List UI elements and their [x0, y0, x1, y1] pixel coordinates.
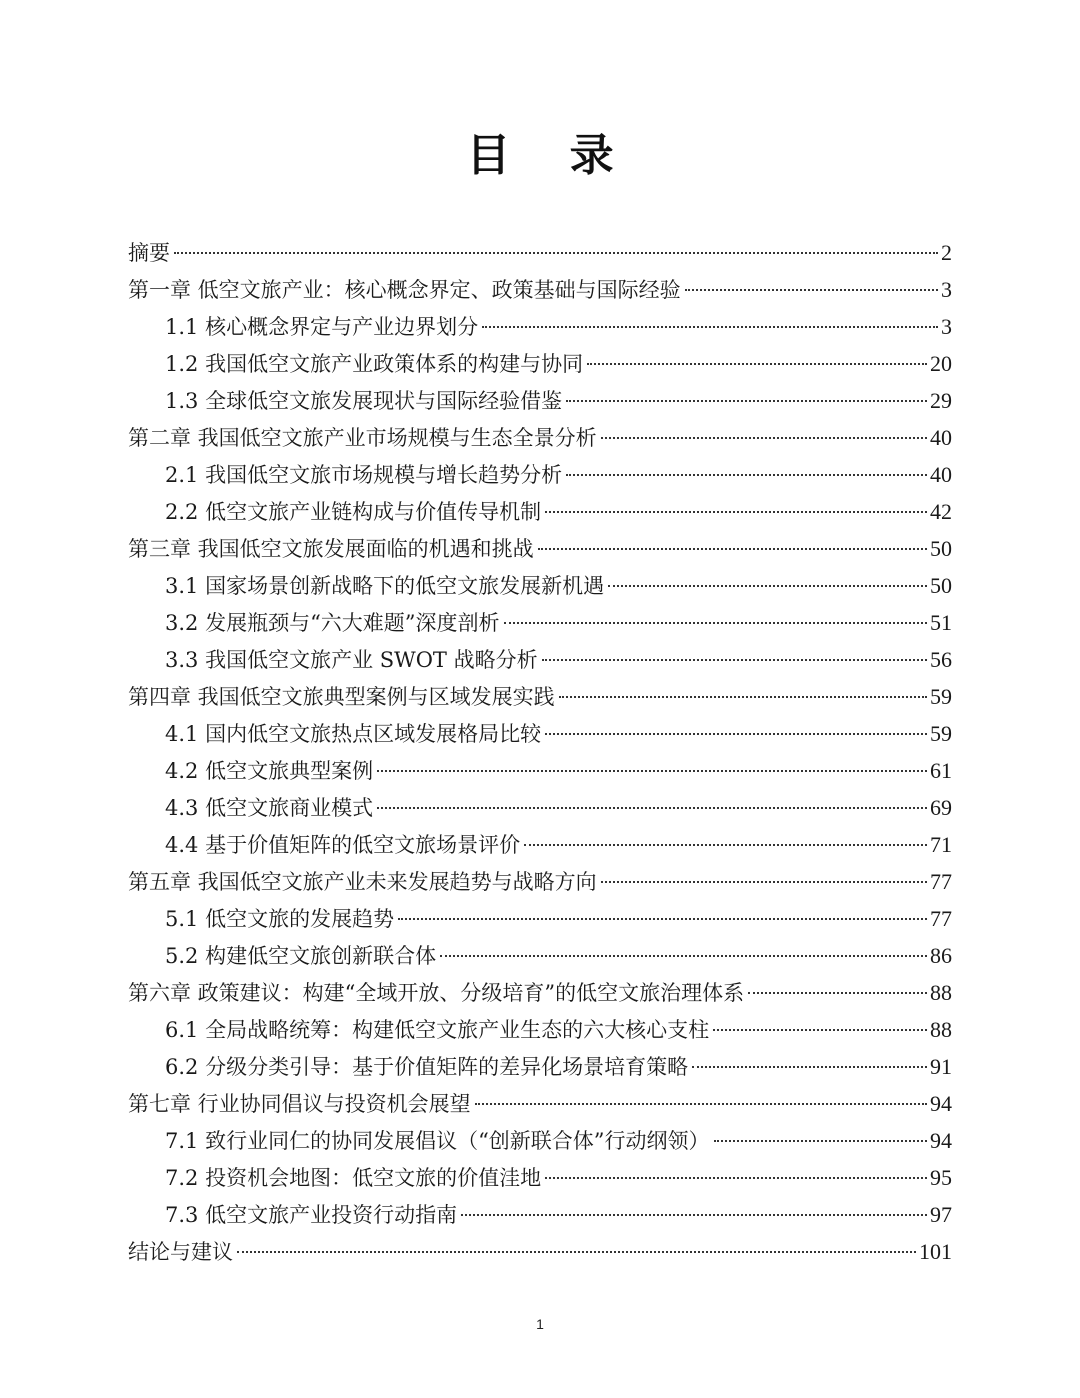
toc-entry-title: 2.1 我国低空文旅市场规模与增长趋势分析: [165, 463, 563, 487]
toc-entry-page: 50: [930, 536, 952, 561]
toc-entry-page: 56: [930, 647, 952, 672]
toc-entry-page: 71: [930, 832, 952, 857]
toc-section-entry[interactable]: [128, 715, 952, 752]
dot-leader: [748, 992, 927, 994]
toc-section-entry[interactable]: [128, 826, 952, 863]
toc-section-entry[interactable]: [128, 1122, 952, 1159]
dot-leader: [692, 1066, 927, 1068]
toc-entry-title: 3.1 国家场景创新战略下的低空文旅发展新机遇: [165, 574, 605, 598]
toc-entry-page: 50: [930, 573, 952, 598]
toc-entry-title: 1.3 全球低空文旅发展现状与国际经验借鉴: [165, 389, 563, 413]
dot-leader: [237, 1251, 916, 1253]
dot-leader: [566, 400, 927, 402]
dot-leader: [524, 844, 927, 846]
dot-leader: [566, 474, 927, 476]
toc-entry-title: 第四章 我国低空文旅典型案例与区域发展实践: [128, 685, 555, 709]
toc-chapter-entry[interactable]: [128, 271, 952, 308]
toc-section-entry[interactable]: [128, 382, 952, 419]
toc-entry-page: 59: [930, 684, 952, 709]
dot-leader: [545, 1177, 927, 1179]
toc-entry-title: 4.2 低空文旅典型案例: [165, 759, 374, 783]
toc-entry-title: 结论与建议: [128, 1240, 233, 1264]
table-of-contents: [128, 234, 952, 1270]
toc-entry-page: 2: [941, 240, 952, 265]
dot-leader: [545, 511, 927, 513]
toc-entry-page: 69: [930, 795, 952, 820]
toc-section-entry[interactable]: [128, 604, 952, 641]
toc-entry-page: 40: [930, 462, 952, 487]
toc-entry-page: 95: [930, 1165, 952, 1190]
toc-entry-title: 第五章 我国低空文旅产业未来发展趋势与战略方向: [128, 870, 597, 894]
toc-chapter-entry[interactable]: [128, 234, 952, 271]
toc-section-entry[interactable]: [128, 789, 952, 826]
toc-entry-page: 88: [930, 980, 952, 1005]
toc-entry-title: 第七章 行业协同倡议与投资机会展望: [128, 1092, 471, 1116]
toc-chapter-entry[interactable]: [128, 974, 952, 1011]
toc-entry-title: 3.3 我国低空文旅产业 SWOT 战略分析: [165, 648, 538, 672]
toc-entry-page: 97: [930, 1202, 952, 1227]
toc-entry-title: 6.2 分级分类引导：基于价值矩阵的差异化场景培育策略: [165, 1055, 689, 1079]
dot-leader: [685, 289, 938, 291]
toc-entry-page: 61: [930, 758, 952, 783]
toc-section-entry[interactable]: [128, 937, 952, 974]
toc-section-entry[interactable]: [128, 641, 952, 678]
toc-entry-title: 4.4 基于价值矩阵的低空文旅场景评价: [165, 833, 521, 857]
toc-section-entry[interactable]: [128, 1159, 952, 1196]
toc-entry-page: 94: [930, 1128, 952, 1153]
dot-leader: [538, 548, 927, 550]
toc-entry-title: 摘要: [128, 241, 170, 265]
dot-leader: [504, 622, 927, 624]
dot-leader: [587, 363, 927, 365]
dot-leader: [475, 1103, 927, 1105]
toc-section-entry[interactable]: [128, 752, 952, 789]
toc-chapter-entry[interactable]: [128, 530, 952, 567]
toc-entry-page: 88: [930, 1017, 952, 1042]
toc-entry-page: 101: [919, 1239, 952, 1264]
toc-entry-page: 51: [930, 610, 952, 635]
dot-leader: [545, 733, 927, 735]
dot-leader: [608, 585, 927, 587]
dot-leader: [601, 437, 927, 439]
toc-entry-title: 第二章 我国低空文旅产业市场规模与生态全景分析: [128, 426, 597, 450]
toc-entry-page: 3: [941, 314, 952, 339]
toc-section-entry[interactable]: [128, 1196, 952, 1233]
toc-entry-page: 86: [930, 943, 952, 968]
toc-entry-page: 40: [930, 425, 952, 450]
toc-entry-title: 7.2 投资机会地图：低空文旅的价值洼地: [165, 1166, 542, 1190]
toc-section-entry[interactable]: [128, 1011, 952, 1048]
dot-leader: [714, 1140, 927, 1142]
dot-leader: [601, 881, 927, 883]
toc-entry-page: 77: [930, 906, 952, 931]
toc-entry-page: 77: [930, 869, 952, 894]
toc-section-entry[interactable]: [128, 345, 952, 382]
toc-entry-title: 4.3 低空文旅商业模式: [165, 796, 374, 820]
toc-entry-title: 1.1 核心概念界定与产业边界划分: [165, 315, 479, 339]
toc-entry-title: 7.1 致行业同仁的协同发展倡议（“创新联合体”行动纲领）: [165, 1129, 710, 1153]
dot-leader: [482, 326, 938, 328]
toc-entry-title: 第六章 政策建议：构建“全域开放、分级培育”的低空文旅治理体系: [128, 981, 745, 1005]
dot-leader: [542, 659, 927, 661]
toc-entry-title: 2.2 低空文旅产业链构成与价值传导机制: [165, 500, 542, 524]
dot-leader: [174, 252, 938, 254]
dot-leader: [713, 1029, 927, 1031]
toc-section-entry[interactable]: [128, 456, 952, 493]
toc-entry-title: 第三章 我国低空文旅发展面临的机遇和挑战: [128, 537, 534, 561]
toc-chapter-entry[interactable]: [128, 863, 952, 900]
dot-leader: [440, 955, 927, 957]
toc-section-entry[interactable]: [128, 493, 952, 530]
toc-section-entry[interactable]: [128, 308, 952, 345]
page-number: 1: [536, 1316, 544, 1332]
toc-chapter-entry[interactable]: [128, 1233, 952, 1270]
toc-chapter-entry[interactable]: [128, 419, 952, 456]
toc-entry-page: 20: [930, 351, 952, 376]
dot-leader: [377, 770, 927, 772]
toc-entry-title: 3.2 发展瓶颈与“六大难题”深度剖析: [165, 611, 500, 635]
page-title: 目 录: [466, 130, 636, 181]
dot-leader: [461, 1214, 927, 1216]
toc-entry-title: 5.1 低空文旅的发展趋势: [165, 907, 395, 931]
toc-entry-title: 6.1 全局战略统筹：构建低空文旅产业生态的六大核心支柱: [165, 1018, 710, 1042]
toc-entry-page: 91: [930, 1054, 952, 1079]
toc-section-entry[interactable]: [128, 900, 952, 937]
toc-section-entry[interactable]: [128, 1048, 952, 1085]
toc-entry-title: 第一章 低空文旅产业：核心概念界定、政策基础与国际经验: [128, 278, 681, 302]
toc-entry-page: 29: [930, 388, 952, 413]
toc-entry-title: 4.1 国内低空文旅热点区域发展格局比较: [165, 722, 542, 746]
toc-chapter-entry[interactable]: [128, 678, 952, 715]
toc-section-entry[interactable]: [128, 567, 952, 604]
toc-entry-page: 59: [930, 721, 952, 746]
toc-entry-title: 7.3 低空文旅产业投资行动指南: [165, 1203, 458, 1227]
toc-entry-page: 3: [941, 277, 952, 302]
dot-leader: [559, 696, 927, 698]
dot-leader: [398, 918, 927, 920]
toc-entry-title: 5.2 构建低空文旅创新联合体: [165, 944, 437, 968]
toc-entry-page: 42: [930, 499, 952, 524]
dot-leader: [377, 807, 927, 809]
toc-entry-page: 94: [930, 1091, 952, 1116]
toc-chapter-entry[interactable]: [128, 1085, 952, 1122]
toc-entry-title: 1.2 我国低空文旅产业政策体系的构建与协同: [165, 352, 584, 376]
